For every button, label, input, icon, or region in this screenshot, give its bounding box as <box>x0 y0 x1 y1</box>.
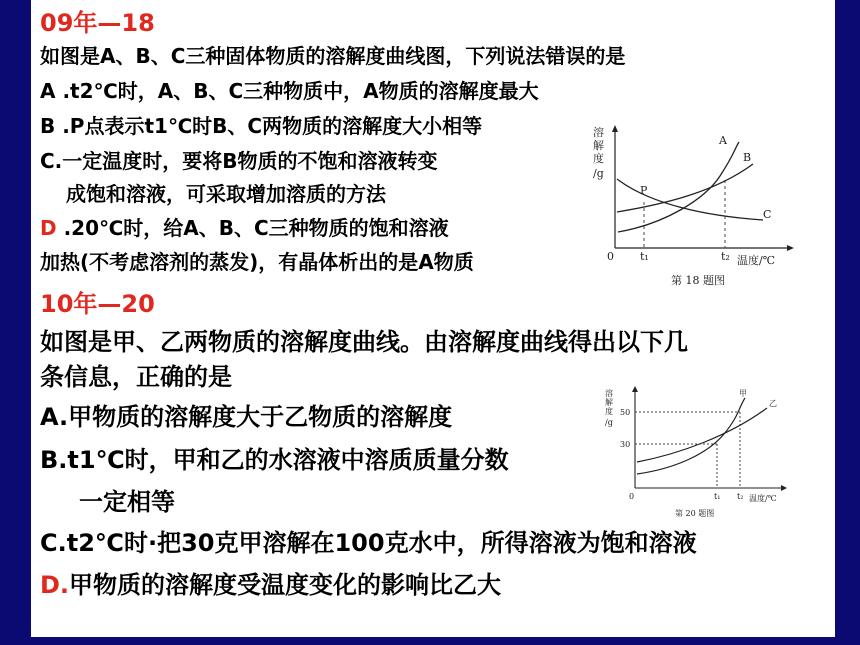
q2-fig-t1: t₁ <box>714 492 721 501</box>
right-frame-bar <box>835 0 860 645</box>
q2-fig-xlabel: 温度/℃ <box>749 494 777 503</box>
q1-fig-ylabel-4: /g <box>593 167 604 180</box>
q1-fig-ylabel-1: 溶 <box>593 126 604 139</box>
q1-fig-t2: t₂ <box>721 250 730 263</box>
q1-fig-ylabel-3: 度 <box>593 152 604 165</box>
q2-stem-line1: 如图是甲、乙两物质的溶解度曲线。由溶解度曲线得出以下几 <box>40 328 688 356</box>
q2-fig-origin: 0 <box>629 492 635 501</box>
slide-content <box>31 0 835 637</box>
q2-fig-ylabel-1: 溶 <box>605 389 613 398</box>
q2-option-b-line2: 一定相等 <box>79 488 175 516</box>
q1-fig-x-arrow <box>787 245 794 251</box>
bottom-frame-bar <box>0 637 860 645</box>
q1-fig-y-arrow <box>612 125 618 132</box>
q1-stem: 如图是A、B、C三种固体物质的溶解度曲线图，下列说法错误的是 <box>40 44 626 68</box>
q2-option-d-letter: D. <box>40 571 70 599</box>
q2-fig-t2: t₂ <box>737 492 744 501</box>
q2-fig-ylabel-3: 度 <box>605 407 613 416</box>
q2-fig-label-jia: 甲 <box>739 389 747 398</box>
q2-option-b-line1: B.t1℃时，甲和乙的水溶液中溶质质量分数 <box>40 446 509 474</box>
q2-fig-curve-yi <box>637 408 767 462</box>
q2-fig-y-arrow <box>632 386 638 392</box>
q2-fig-ylabel-4: /g <box>605 418 613 427</box>
q1-fig-curve-c <box>617 179 763 220</box>
q2-fig-curve-jia <box>637 398 745 474</box>
q2-fig-ylabel-2: 解 <box>605 398 613 407</box>
q2-fig-y30: 30 <box>620 440 631 449</box>
q1-option-d-line2: 加热(不考虑溶剂的蒸发)，有晶体析出的是A物质 <box>40 250 474 274</box>
q1-heading: 09年—18 <box>40 9 155 37</box>
q2-option-c: C.t2℃时·把30克甲溶解在100克水中，所得溶液为饱和溶液 <box>40 529 697 557</box>
q1-option-b: B .P点表示t1℃时B、C两物质的溶解度大小相等 <box>40 114 483 138</box>
q1-fig-curve-b <box>617 164 753 212</box>
q2-option-a: A.甲物质的溶解度大于乙物质的溶解度 <box>40 403 453 431</box>
q1-fig-t1: t₁ <box>640 250 649 263</box>
q2-option-d-text: 甲物质的溶解度受温度变化的影响比乙大 <box>69 571 502 599</box>
q1-option-d-letter: D <box>40 216 57 240</box>
q2-fig-x-arrow <box>781 485 787 491</box>
q1-fig-ylabel-2: 解 <box>593 139 604 152</box>
q1-option-a: A .t2℃时，A、B、C三种物质中，A物质的溶解度最大 <box>40 79 539 103</box>
q2-fig-caption: 第 20 题图 <box>675 509 715 518</box>
q1-fig-curve-a <box>618 142 739 232</box>
q1-fig-origin: 0 <box>607 250 614 263</box>
q2-heading: 10年—20 <box>40 290 155 318</box>
q1-fig-label-b: B <box>743 151 752 164</box>
q2-stem-line2: 条信息，正确的是 <box>40 363 232 391</box>
q1-fig-caption: 第 18 题图 <box>671 274 725 287</box>
q1-fig-xlabel: 温度/℃ <box>737 254 776 267</box>
q1-fig-label-c: C <box>763 208 772 221</box>
q2-fig-label-yi: 乙 <box>769 399 777 408</box>
q1-option-c-line1: C.一定温度时，要将B物质的不饱和溶液转变 <box>40 149 438 173</box>
q1-fig-label-p: P <box>640 184 648 197</box>
q2-option-d <box>40 565 501 600</box>
q1-fig-label-a: A <box>719 134 727 147</box>
left-frame-bar <box>0 0 31 645</box>
q1-figure <box>585 124 797 294</box>
q2-fig-y50: 50 <box>620 408 631 417</box>
q1-option-d-text: .20℃时，给A、B、C三种物质的饱和溶液 <box>56 216 449 240</box>
q1-option-c-line2: 成饱和溶液，可采取增加溶质的方法 <box>66 182 386 206</box>
q1-option-d-line1 <box>40 212 449 241</box>
q2-figure <box>599 382 795 522</box>
